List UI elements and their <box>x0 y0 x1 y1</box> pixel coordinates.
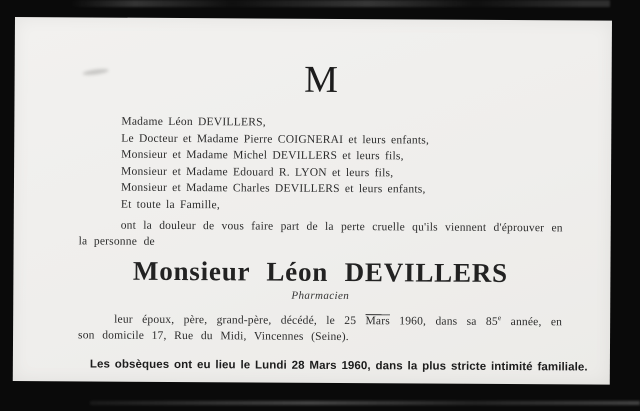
mourners-list <box>121 114 564 216</box>
details-after-ordinal: année, en son domicile 17, Rue du Midi, Vincennes (Seine). <box>78 315 563 344</box>
deceased-profession: Pharmacien <box>291 289 350 302</box>
deceased-name: Monsieur Léon DEVILLERS <box>132 255 509 288</box>
death-details-text <box>78 311 562 347</box>
scan-artifact-bottom <box>90 401 640 405</box>
funeral-notice-text: Les obsèques ont eu lieu le Lundi 28 Mars 1960, dans la plus stricte intimité familiale. <box>89 358 588 374</box>
details-after-month: 1960, dans sa 85 <box>389 315 498 328</box>
mourning-initial-m: M <box>304 58 340 101</box>
details-before-month: leur époux, père, grand-père, décédé, le 25 <box>114 313 366 327</box>
scan-artifact-top <box>70 0 610 7</box>
announcement-text: ont la douleur de vous faire part de la perte cruelle qu'ils viennent d'éprouver en la personne de <box>78 219 563 249</box>
details-month-overlined: Mars <box>365 314 390 328</box>
mourner-line: Madame Léon DEVILLERS, <box>121 115 266 129</box>
death-announcement-card <box>13 17 612 385</box>
mourner-line: Monsieur et Madame Edouard R. LYON et leurs fils, <box>121 165 394 180</box>
mourner-line: Et toute la Famille, <box>120 198 221 212</box>
details-ordinal-superscript: e <box>497 312 502 322</box>
mourner-line: Le Docteur et Madame Pierre COIGNERAI et leurs enfants, <box>121 132 430 147</box>
mourner-line: Monsieur et Madame Charles DEVILLERS et leurs enfants, <box>120 182 426 196</box>
mourner-line: Monsieur et Madame Michel DEVILLERS et leurs fils, <box>121 148 404 163</box>
